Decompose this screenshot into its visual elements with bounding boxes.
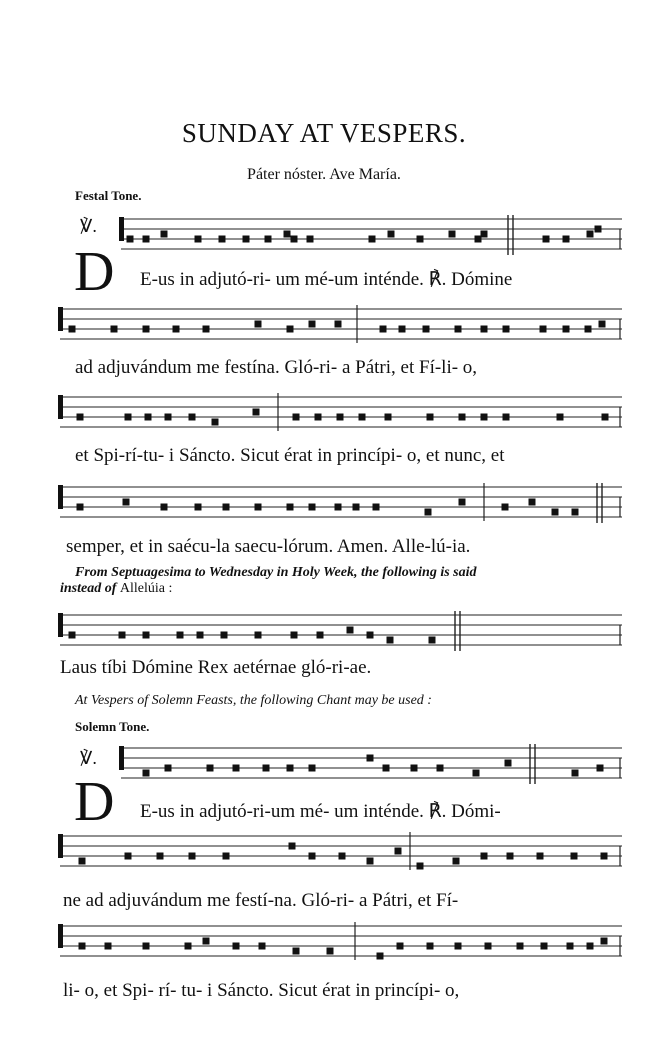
neume — [595, 226, 602, 233]
neume — [119, 632, 126, 639]
neume — [543, 236, 550, 243]
neume — [337, 414, 344, 421]
neume — [585, 326, 592, 333]
neume — [125, 853, 132, 860]
neume — [212, 419, 219, 426]
neume — [587, 943, 594, 950]
neume — [537, 853, 544, 860]
neume — [385, 414, 392, 421]
neume — [223, 853, 230, 860]
neume — [309, 504, 316, 511]
neume — [293, 414, 300, 421]
laus-lyric-line: Laus tíbi Dómine Rex aetérnae gló-ri-ae. — [60, 657, 372, 678]
festal-lyric-line-2: ad adjuvándum me festína. Gló-ri- a Pátri, et Fí-li- o, — [75, 357, 478, 378]
neume — [481, 414, 488, 421]
festal-initial-letter: D — [74, 241, 115, 303]
neume — [327, 948, 334, 955]
neume — [127, 236, 134, 243]
neume — [517, 943, 524, 950]
clef-mark — [58, 495, 63, 509]
neume — [284, 231, 291, 238]
neume — [185, 943, 192, 950]
neume — [425, 509, 432, 516]
neume — [125, 414, 132, 421]
neume — [309, 321, 316, 328]
neume — [219, 236, 226, 243]
neume — [265, 236, 272, 243]
neume — [79, 858, 86, 865]
neume — [317, 632, 324, 639]
neume — [263, 765, 270, 772]
neume — [485, 943, 492, 950]
neume — [367, 858, 374, 865]
neume — [481, 231, 488, 238]
neume — [165, 414, 172, 421]
rubric-septuagesima-text: From Septuagesima to Wednesday in Holy Week, the following is said — [75, 565, 477, 580]
neume — [335, 504, 342, 511]
neume — [287, 326, 294, 333]
neume — [599, 321, 606, 328]
neume — [223, 504, 230, 511]
neume — [77, 414, 84, 421]
neume — [373, 504, 380, 511]
neume — [77, 504, 84, 511]
neume — [173, 326, 180, 333]
neume — [233, 943, 240, 950]
neume — [449, 231, 456, 238]
neume — [243, 236, 250, 243]
solemn-versicle-symbol: ℣. — [80, 748, 97, 768]
neume — [203, 938, 210, 945]
neume — [157, 853, 164, 860]
neume — [455, 943, 462, 950]
neume — [287, 765, 294, 772]
neume — [111, 326, 118, 333]
neume — [367, 632, 374, 639]
neume — [459, 414, 466, 421]
neume — [253, 409, 260, 416]
rubric-alleluia: Allelúia : — [119, 581, 173, 596]
neume — [459, 499, 466, 506]
neume — [437, 765, 444, 772]
neume — [481, 853, 488, 860]
neume — [207, 765, 214, 772]
neume — [502, 504, 509, 511]
neume — [601, 938, 608, 945]
festal-versicle-symbol: ℣. — [80, 216, 97, 236]
neume — [503, 326, 510, 333]
neume — [79, 943, 86, 950]
neume — [69, 326, 76, 333]
neume — [143, 943, 150, 950]
neume — [143, 326, 150, 333]
neume — [291, 236, 298, 243]
neume — [473, 770, 480, 777]
neume — [383, 765, 390, 772]
neume — [255, 632, 262, 639]
neume — [423, 326, 430, 333]
neume — [563, 236, 570, 243]
neume — [397, 943, 404, 950]
neume — [417, 863, 424, 870]
neume — [601, 853, 608, 860]
neume — [571, 853, 578, 860]
neume — [221, 632, 228, 639]
neume — [189, 853, 196, 860]
neume — [587, 231, 594, 238]
festal-lyric-line-4: semper, et in saécu-la saecu-lórum. Amen. Alle-lú-ia. — [66, 536, 471, 557]
neume — [481, 326, 488, 333]
neume — [567, 943, 574, 950]
neume — [399, 326, 406, 333]
neume — [123, 499, 130, 506]
neume — [541, 943, 548, 950]
neume — [145, 414, 152, 421]
neume — [429, 637, 436, 644]
neume — [143, 236, 150, 243]
clef-mark — [58, 623, 63, 637]
clef-mark — [119, 227, 124, 241]
neume — [380, 326, 387, 333]
neume — [255, 504, 262, 511]
neume — [143, 632, 150, 639]
neume — [177, 632, 184, 639]
neume — [259, 943, 266, 950]
neume — [367, 755, 374, 762]
neume — [377, 953, 384, 960]
neume — [189, 414, 196, 421]
neume — [161, 504, 168, 511]
neume — [563, 326, 570, 333]
neume — [69, 632, 76, 639]
neume — [359, 414, 366, 421]
neume — [572, 509, 579, 516]
neume — [427, 943, 434, 950]
neume — [105, 943, 112, 950]
neume — [557, 414, 564, 421]
neume — [309, 853, 316, 860]
neume — [602, 414, 609, 421]
festal-lyric-line-1: E-us in adjutó-ri- um mé-um inténde. ℟. Dómine — [140, 269, 513, 290]
neume — [507, 853, 514, 860]
neume — [307, 236, 314, 243]
neume — [453, 858, 460, 865]
rubric-solemn-feasts: At Vespers of Solemn Feasts, the following Chant may be used : — [75, 693, 432, 708]
neume — [309, 765, 316, 772]
neume — [143, 770, 150, 777]
clef-mark — [58, 844, 63, 858]
neume — [203, 326, 210, 333]
neume — [197, 632, 204, 639]
neume — [291, 632, 298, 639]
neume — [161, 231, 168, 238]
neume — [255, 321, 262, 328]
neume — [529, 499, 536, 506]
clef-mark — [119, 756, 124, 770]
rubric-instead-of: instead of — [60, 581, 117, 596]
neume — [572, 770, 579, 777]
clef-mark — [58, 934, 63, 948]
neume — [388, 231, 395, 238]
solemn-tone-label: Solemn Tone. — [75, 719, 150, 734]
neume — [315, 414, 322, 421]
neume — [417, 236, 424, 243]
neume — [347, 627, 354, 634]
festal-tone-label: Festal Tone. — [75, 188, 142, 203]
neume — [287, 504, 294, 511]
neume — [395, 848, 402, 855]
neume — [503, 414, 510, 421]
neume — [475, 236, 482, 243]
neume — [427, 414, 434, 421]
neume — [293, 948, 300, 955]
neume — [165, 765, 172, 772]
solemn-lyric-line-3: li- o, et Spi- rí- tu- i Sáncto. Sicut érat in princípi- o, — [63, 980, 460, 1001]
page-title: SUNDAY AT VESPERS. — [181, 118, 467, 148]
neume — [369, 236, 376, 243]
clef-mark — [58, 317, 63, 331]
neume — [195, 236, 202, 243]
neume — [597, 765, 604, 772]
neume — [353, 504, 360, 511]
neume — [335, 321, 342, 328]
clef-mark — [58, 405, 63, 419]
neume — [289, 843, 296, 850]
neume — [505, 760, 512, 767]
neume — [455, 326, 462, 333]
solemn-lyric-line-2: ne ad adjuvándum me festí-na. Gló-ri- a Pátri, et Fí- — [63, 890, 459, 911]
solemn-initial-letter: D — [74, 771, 115, 833]
solemn-lyric-line-1: E-us in adjutó-ri-um mé- um inténde. ℟. Dómi- — [140, 801, 501, 822]
festal-lyric-line-3: et Spi-rí-tu- i Sáncto. Sicut érat in princípi- o, et nunc, et — [75, 445, 505, 466]
neume — [540, 326, 547, 333]
neume — [339, 853, 346, 860]
neume — [233, 765, 240, 772]
neume — [411, 765, 418, 772]
neume — [552, 509, 559, 516]
neume — [195, 504, 202, 511]
neume — [387, 637, 394, 644]
page-subtitle: Páter nóster. Ave María. — [247, 166, 401, 183]
